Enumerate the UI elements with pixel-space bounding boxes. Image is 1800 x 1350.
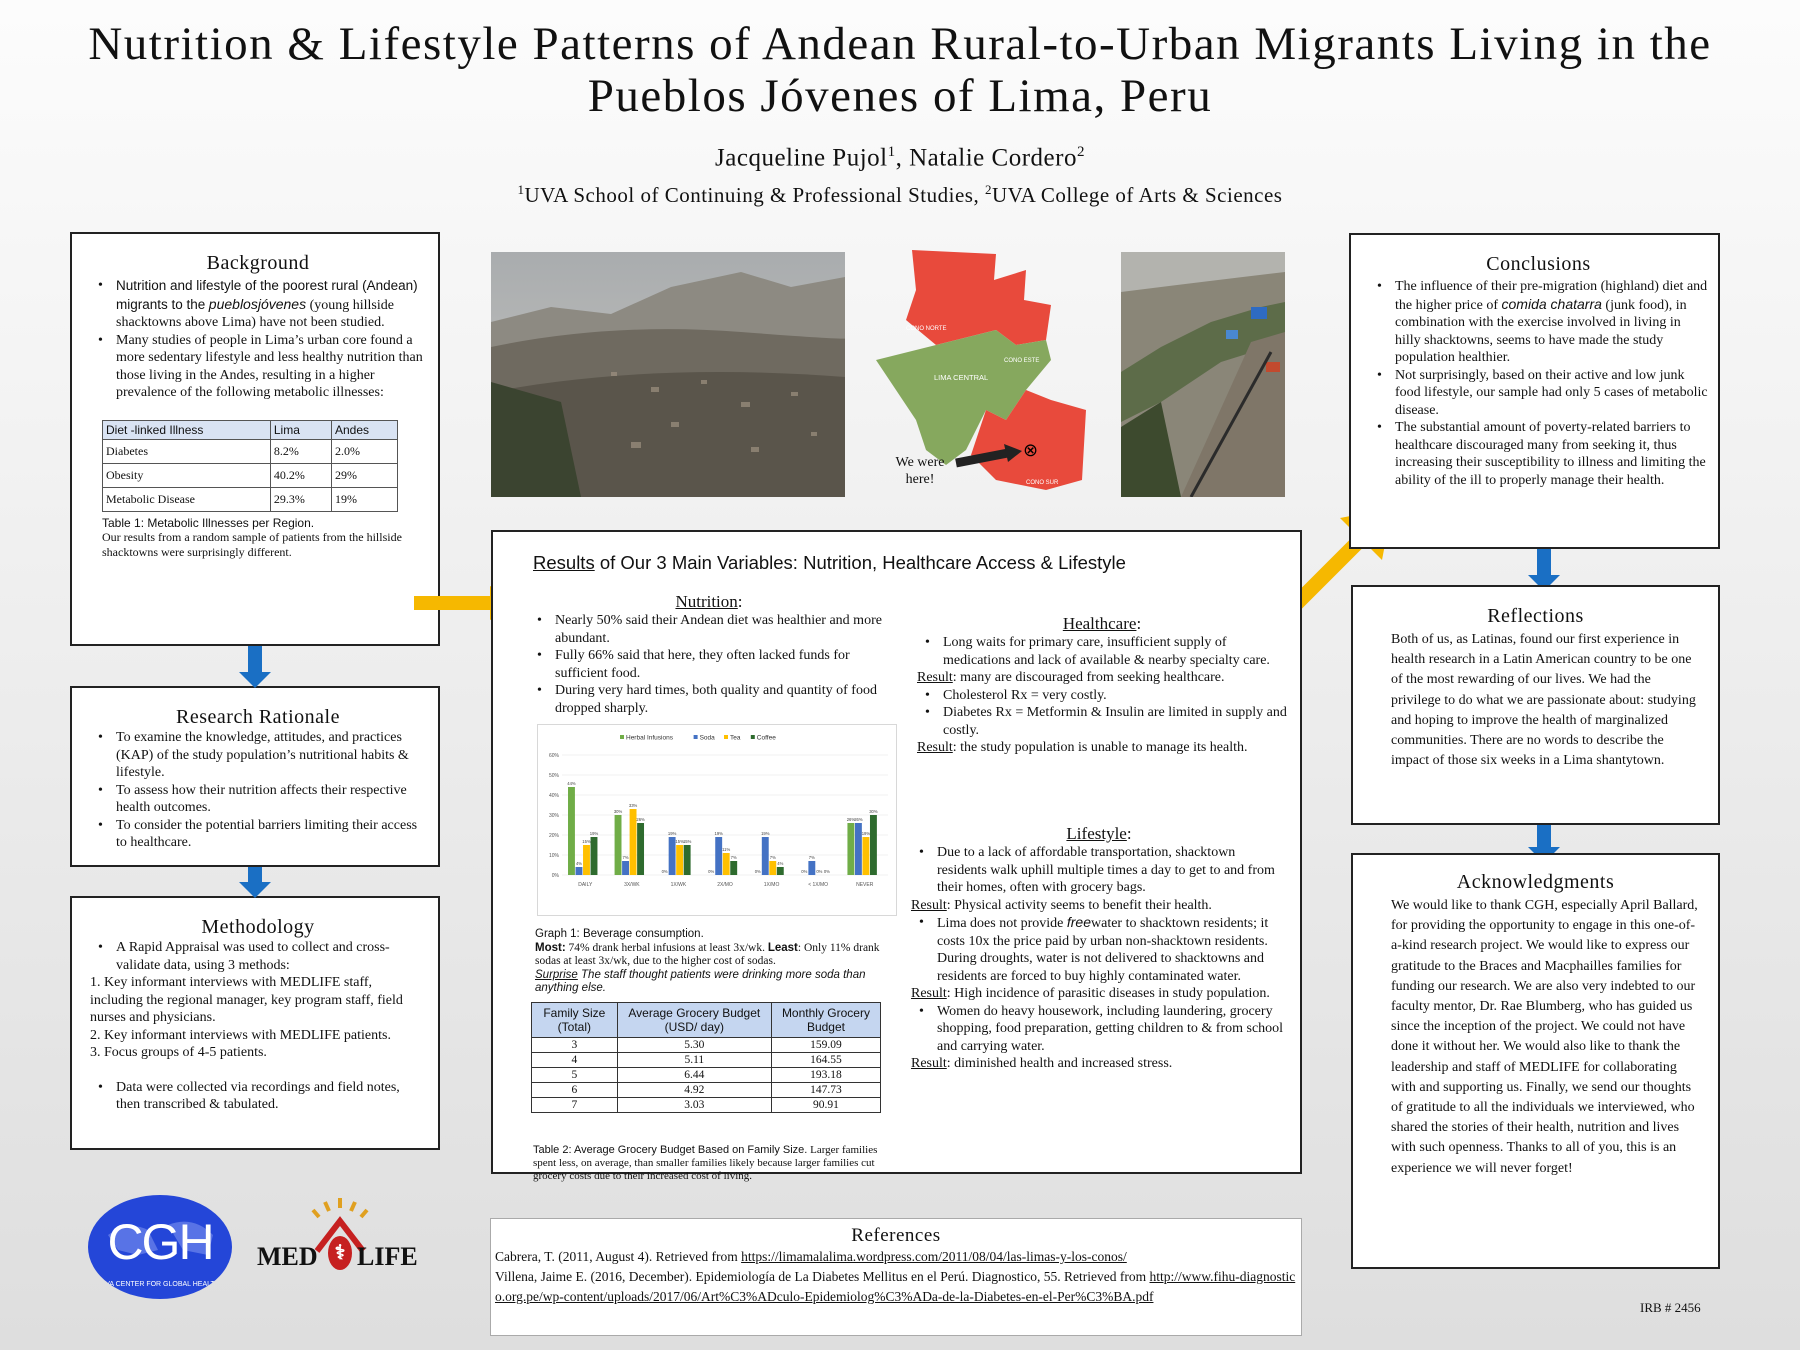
table-row — [103, 463, 398, 487]
table-row — [103, 487, 398, 511]
y-tick-label: 50% — [548, 773, 559, 779]
lifestyle-result: Result: High incidence of parasitic diseases in study population. — [911, 986, 1270, 1001]
author-name: Natalie Cordero — [909, 144, 1077, 172]
reference-entry: Villena, Jaime E. (2016, December). Epidemiología de La Diabetes Mellitus en el Perú. Diagnostico, 55. Retrieved from http://www.fihu-diagnostico.org.pe/wp-content/uploads/2017/06/Art%C3%ADculo-Epidemiolog%C3%ADa-de-la-Diabetes-en-el-Per%C3%BA.pdf — [495, 1269, 1296, 1304]
bar — [576, 867, 583, 875]
data-label: 0% — [708, 869, 715, 874]
bar — [676, 845, 683, 875]
data-label: 19% — [589, 831, 599, 836]
lifestyle-point: • Due to a lack of affordable transportation, shacktown residents walk uphill multiple times a day to get to and from their homes, often with grocery bags. — [911, 844, 1287, 897]
medlife-logo-text: MED — [257, 1242, 318, 1271]
y-tick-label: 60% — [548, 753, 559, 759]
bar — [723, 853, 730, 875]
references-panel — [490, 1218, 1302, 1336]
map-label: CONO NORTE — [906, 326, 947, 332]
nutrition-heading: Nutrition: — [675, 592, 743, 611]
healthcare-result: Result: many are discouraged from seeking healthcare. — [917, 670, 1225, 685]
table-cell: 159.09 — [771, 1038, 880, 1053]
legend-label: Coffee — [756, 734, 776, 742]
methodology-panel — [70, 896, 440, 1150]
reference-entry: Cabrera, T. (2011, August 4). Retrieved from https://limamalalima.wordpress.com/2011/08/04/las-limas-y-los-conos/ — [495, 1249, 1127, 1264]
table-cell: 3.03 — [617, 1098, 771, 1113]
data-label: 26% — [846, 817, 856, 822]
table-row — [103, 439, 398, 463]
background-point: • Many studies of people in Lima’s urban core found a more sedentary lifestyle and less healthy nutrition than those living in the Andes, resulting in a higher prevalence of the following metabolic illnesses: — [90, 332, 426, 402]
data-label: 0% — [754, 869, 761, 874]
data-label: 4% — [575, 861, 583, 866]
cgh-logo — [88, 1195, 232, 1299]
data-label: 7% — [769, 855, 776, 860]
methodology-note: • Data were collected via recordings and field notes, then transcribed & tabulated. — [90, 1079, 426, 1114]
acknowledgments-panel — [1351, 853, 1720, 1269]
table1-caption: Our results from a random sample of patients from the hillside shacktowns were surprisingly different. — [102, 529, 402, 559]
data-label: 4% — [777, 861, 784, 866]
author-name: Jacqueline Pujol — [715, 144, 888, 172]
data-label: 19% — [667, 831, 677, 836]
data-label: 19% — [861, 831, 871, 836]
conclusion-point: • The substantial amount of poverty-related barriers to healthcare discouraged many from seeking it, thus increasing their susceptibility to illness and limiting the ability of the ill to properly manage their health. — [1369, 419, 1708, 489]
table-cell: 5.30 — [617, 1038, 771, 1053]
lifestyle-result: Result: diminished health and increased stress. — [911, 1056, 1173, 1071]
lifestyle-result: Result: Physical activity seems to benefit their health. — [911, 897, 1212, 913]
table-cell: 6.44 — [617, 1068, 771, 1083]
data-label: 26% — [854, 817, 863, 822]
reflections-heading: Reflections — [1487, 605, 1584, 627]
table-cell: 4 — [532, 1053, 618, 1068]
table-cell: 164.55 — [771, 1053, 880, 1068]
data-label: 33% — [628, 803, 638, 808]
beverage-chart — [537, 724, 897, 916]
legend-swatch — [724, 735, 728, 739]
table-row — [532, 1038, 881, 1053]
reflections-panel — [1351, 585, 1720, 825]
background-panel — [70, 232, 440, 646]
we-were-here-label: We were here! — [895, 455, 945, 487]
rationale-point: • To examine the knowledge, attitudes, and practices (KAP) of the study population’s nutritional habits & lifestyle. — [90, 729, 426, 782]
bar — [637, 823, 644, 875]
acknowledgments-text: We would like to thank CGH, especially April Ballard, for providing the opportunity to engage in this one-of-a-kind research project. We would like to express our gratitude to the Braces and Macphailles families for funding our research. We are also very indebted to our faculty mentor, Dr. Rae Blumberg, who has guided us since the inception of the project. We could not have done it without her. We would also like to thank the leadership and staff of MEDLIFE for collaborating with and supporting us. Finally, we send our thoughts of gratitude to all the individuals we interviewed, who shared the stories of their health, nutrition and lives with such openness. Thanks to all of you, this is an experience we will never forget! — [1391, 898, 1698, 1176]
rationale-heading: Research Rationale — [176, 706, 340, 728]
bar — [808, 861, 815, 875]
lifestyle-point: • Women do heavy housework, including laundering, grocery shopping, food preparation, getting children to & from school and carrying water. — [911, 1003, 1287, 1056]
legend-label: Tea — [730, 734, 741, 742]
data-label: 0% — [661, 869, 668, 874]
medlife-logo — [255, 1196, 425, 1276]
location-marker-icon: ⊗ — [1023, 440, 1039, 460]
data-label: 7% — [622, 855, 629, 860]
arrow-down-icon — [1537, 825, 1551, 849]
nutrition-point: • Fully 66% said that here, they often lacked funds for sufficient food. — [529, 647, 889, 682]
arrow-down-icon — [1537, 549, 1551, 577]
bar — [777, 867, 784, 875]
y-tick-label: 20% — [548, 833, 559, 839]
legend-swatch — [620, 735, 624, 739]
bar — [715, 837, 722, 875]
graph-caption-surprise: Surprise The staff thought patients were drinking more soda than anything else. — [535, 968, 866, 994]
results-title: Results of Our 3 Main Variables: Nutrition, Healthcare Access & Lifestyle — [533, 552, 1126, 573]
table-cell: 19% — [331, 487, 397, 511]
rationale-point: • To consider the potential barriers limiting their access to healthcare. — [90, 817, 426, 852]
data-label: 11% — [722, 847, 731, 852]
reference-link[interactable]: https://limamalalima.wordpress.com/2011/08/04/las-limas-y-los-conos/ — [741, 1249, 1127, 1264]
map-label: LIMA CENTRAL — [934, 373, 989, 382]
poster-title: Nutrition & Lifestyle Patterns of Andean Rural-to-Urban Migrants Living in the Pueblos Jóvenes of Lima, Peru — [88, 18, 1712, 122]
x-tick-label: < 1X/MO — [808, 882, 829, 888]
methodology-heading: Methodology — [201, 916, 315, 938]
background-heading: Background — [206, 252, 310, 274]
affiliations: $^1$UVA School of Continuing & Professional Studies, $^2$UVA College of Arts & Sciences — [517, 182, 1283, 207]
lifestyle-heading: Lifestyle: — [1066, 824, 1132, 843]
conclusion-point: • Not surprisingly, based on their active and low junk food lifestyle, our sample had only 5 cases of metabolic disease. — [1369, 367, 1708, 420]
table-header: Andes — [331, 420, 397, 439]
bar — [862, 837, 869, 875]
bar — [583, 845, 590, 875]
lifestyle-point: • Lima does not provide freewater to shacktown residents; it costs 10x the price paid by urban non-shacktown residents. During droughts, water is not delivered to shacktowns and residents are forced to buy highly contaminated water. — [911, 914, 1287, 985]
table2-caption: Table 2: Average Grocery Budget Based on Family Size. Larger families spent less, on average, than smaller families likely because larger families cut grocery costs due to their increased cost of living. — [533, 1144, 878, 1182]
data-label: 0% — [816, 869, 823, 874]
data-label: 19% — [714, 831, 723, 836]
caduceus-icon: ⚕ — [328, 1236, 352, 1270]
table-row — [532, 1098, 881, 1113]
x-tick-label: 1X/WK — [670, 882, 687, 888]
healthcare-heading: Healthcare: — [1062, 614, 1142, 633]
bar — [769, 861, 776, 875]
healthcare-point: • Long waits for primary care, insufficient supply of medications and lack of available & nearby specialty care. — [917, 634, 1287, 669]
legend-label: Soda — [699, 734, 715, 742]
map-label: CONO ESTE — [1004, 358, 1040, 364]
conclusions-heading: Conclusions — [1486, 253, 1591, 275]
methodology-step: 1. Key informant interviews with MEDLIFE staff, including the regional manager, key program staff, field nurses and physicians. — [90, 975, 403, 1025]
table-header: Diet -linked Illness — [103, 420, 271, 439]
conclusions-panel — [1349, 233, 1720, 549]
cgh-logo-caption: UVA CENTER FOR GLOBAL HEALTH — [100, 1281, 220, 1288]
legend-label: Herbal Infusions — [626, 734, 673, 742]
healthcare-point: • Diabetes Rx = Metformin & Insulin are limited in supply and costly. — [917, 704, 1287, 739]
data-label: 0% — [823, 869, 830, 874]
table-cell: Obesity — [103, 463, 271, 487]
reflections-text: Both of us, as Latinas, found our first experience in health research in a Latin American country to be one of the most rewarding of our lives. We had the privilege to do what we are passionate about: studying and hoping to improve the health of marginalized communities. There are no words to describe the impact of those six weeks in a Lima shantytown. — [1391, 632, 1696, 769]
table-row — [532, 1068, 881, 1083]
cgh-logo-text: CGH — [107, 1214, 213, 1270]
bar — [615, 815, 622, 875]
table-cell: 3 — [532, 1038, 618, 1053]
table-header: Average Grocery Budget (USD/ day) — [617, 1003, 771, 1038]
data-label: 7% — [730, 855, 737, 860]
legend-swatch — [751, 735, 755, 739]
rationale-point: • To assess how their nutrition affects their respective health outcomes. — [90, 782, 426, 817]
table-cell: 6 — [532, 1083, 618, 1098]
x-tick-label: 1X/MO — [763, 882, 780, 888]
table-cell: 5 — [532, 1068, 618, 1083]
bar — [684, 845, 691, 875]
table-cell: 5.11 — [617, 1053, 771, 1068]
bar — [762, 837, 769, 875]
data-label: 30% — [613, 809, 623, 814]
x-tick-label: DAILY — [578, 882, 593, 888]
table-cell: 29.3% — [270, 487, 331, 511]
table-header: Lima — [270, 420, 331, 439]
table-cell: 90.91 — [771, 1098, 880, 1113]
data-label: 26% — [636, 817, 645, 822]
table-cell: 40.2% — [270, 463, 331, 487]
table-header: Monthly Grocery Budget — [771, 1003, 880, 1038]
data-label: 15% — [675, 839, 684, 844]
table1-caption-title: Table 1: Metabolic Illnesses per Region. — [102, 515, 315, 530]
methodology-intro: • A Rapid Appraisal was used to collect and cross-validate data, using 3 methods: — [90, 939, 426, 974]
grocery-table — [531, 1002, 881, 1113]
data-label: 7% — [808, 855, 815, 860]
table-row — [532, 1083, 881, 1098]
healthcare-point: • Cholesterol Rx = very costly. — [917, 687, 1287, 705]
graph-caption-title: Graph 1: Beverage consumption. — [535, 928, 704, 940]
illness-table — [102, 420, 398, 512]
table-cell: 147.73 — [771, 1083, 880, 1098]
arrow-down-icon — [248, 646, 262, 674]
table-cell: Diabetes — [103, 439, 271, 463]
table-cell: 2.0% — [331, 439, 397, 463]
table-row — [532, 1053, 881, 1068]
reference-link[interactable]: http://www.fihu-diagnostico.org.pe/wp-content/uploads/2017/06/Art%C3%ADculo-Epidemiolog%C3%ADa-de-la-Diabetes-en-el-Per%C3%BA.pdf — [495, 1269, 1296, 1304]
nutrition-point: • During very hard times, both quality and quantity of food dropped sharply. — [529, 682, 889, 717]
table-cell: Metabolic Disease — [103, 487, 271, 511]
rationale-panel — [70, 686, 440, 867]
authors: Jacqueline Pujol$^1$, Natalie Cordero$^2$ — [715, 144, 1085, 172]
references-heading: References — [851, 1225, 941, 1246]
data-label: 30% — [869, 809, 878, 814]
medlife-logo-text: LIFE — [357, 1242, 418, 1271]
y-tick-label: 0% — [551, 873, 559, 879]
data-label: 15% — [682, 839, 692, 844]
table-header: Family Size (Total) — [532, 1003, 618, 1038]
irb-number: IRB # 2456 — [1640, 1300, 1701, 1315]
arrow-down-icon — [248, 867, 262, 884]
y-tick-label: 30% — [548, 813, 559, 819]
bar — [622, 861, 629, 875]
y-tick-label: 10% — [548, 853, 559, 859]
y-tick-label: 40% — [548, 793, 559, 799]
acknowledgments-heading: Acknowledgments — [1456, 871, 1615, 893]
nutrition-point: • Nearly 50% said their Andean diet was healthier and more abundant. — [529, 612, 889, 647]
shacktown-photo — [1121, 252, 1285, 497]
table-cell: 193.18 — [771, 1068, 880, 1083]
methodology-step: 3. Focus groups of 4-5 patients. — [90, 1045, 267, 1060]
x-tick-label: NEVER — [856, 882, 874, 888]
hillside-photo — [491, 252, 845, 497]
bar — [870, 815, 877, 875]
table-cell: 29% — [331, 463, 397, 487]
data-label: 44% — [567, 781, 576, 786]
graph-caption: Most: 74% drank herbal infusions at least 3x/wk. Least: Only 11% drank sodas at least 3x/wk, due to the higher cost of sodas. — [535, 941, 880, 967]
map-label: CONO SUR — [1026, 480, 1059, 486]
table-cell: 8.2% — [270, 439, 331, 463]
x-tick-label: 3X/WK — [624, 882, 640, 888]
bar — [591, 837, 598, 875]
table-cell: 4.92 — [617, 1083, 771, 1098]
methodology-step: 2. Key informant interviews with MEDLIFE patients. — [90, 1027, 391, 1043]
bar — [568, 787, 575, 875]
bar — [730, 861, 737, 875]
results-panel — [491, 530, 1302, 1182]
bar — [847, 823, 854, 875]
data-label: 0% — [801, 869, 808, 874]
data-label: 15% — [582, 839, 591, 844]
table-cell: 7 — [532, 1098, 618, 1113]
legend-swatch — [694, 735, 698, 739]
x-tick-label: 2X/MO — [717, 882, 733, 888]
background-point: • Nutrition and lifestyle of the poorest rural (Andean) migrants to the pueblosjóvenes (young hillside shacktowns above Lima) have not been studied. — [90, 277, 426, 332]
healthcare-result: Result: the study population is unable to manage its health. — [917, 740, 1248, 755]
conclusion-point: • The influence of their pre-migration (highland) diet and the higher price of comida chatarra (junk food), in combination with the exercise involved in living in hilly shacktowns, seems to have made the study population healthier. — [1369, 278, 1708, 367]
data-label: 19% — [761, 831, 770, 836]
